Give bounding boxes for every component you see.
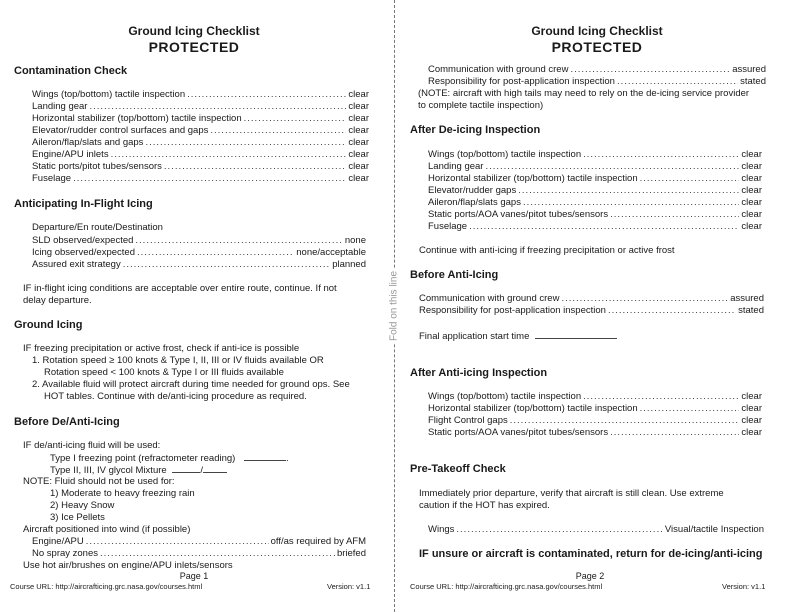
section-title-before-de-anti-icing: Before De/Anti-Icing bbox=[14, 416, 120, 428]
section-title-before-anti-icing: Before Anti-Icing bbox=[410, 269, 499, 281]
leader-dots bbox=[164, 161, 347, 173]
course-url: Course URL: http://aircrafticing.grc.nasa.gov/courses.html bbox=[10, 582, 203, 591]
course-url: Course URL: http://aircrafticing.grc.nasa.gov/courses.html bbox=[410, 582, 603, 591]
item-value: assured bbox=[730, 293, 764, 304]
positioned-into-wind: Aircraft positioned into wind (if possible) bbox=[23, 524, 191, 535]
checklist-row bbox=[419, 305, 764, 317]
fluid-note-item: 1) Moderate to heavy freezing rain bbox=[50, 488, 195, 499]
leader-dots bbox=[244, 113, 347, 125]
checklist-row bbox=[419, 293, 764, 305]
checklist-row bbox=[32, 536, 366, 548]
leader-dots bbox=[510, 415, 740, 427]
section-title-pre-takeoff: Pre-Takeoff Check bbox=[410, 463, 506, 475]
page-title: Ground Icing Checklist bbox=[128, 24, 260, 38]
item-value: none bbox=[344, 235, 366, 246]
item-label: Engine/APU inlets bbox=[32, 149, 109, 160]
leader-dots bbox=[583, 149, 739, 161]
glycol-separator: / bbox=[200, 465, 203, 476]
page-subtitle: PROTECTED bbox=[551, 39, 643, 55]
start-time-line bbox=[419, 330, 617, 343]
leader-dots bbox=[456, 524, 662, 536]
item-label: Communication with ground crew bbox=[428, 64, 569, 75]
checklist-row bbox=[428, 185, 762, 197]
section-title-contamination: Contamination Check bbox=[14, 65, 128, 77]
item-value: clear bbox=[741, 427, 762, 438]
leader-dots bbox=[570, 64, 730, 76]
high-tail-note: to complete tactile inspection) bbox=[418, 100, 544, 111]
checklist-row bbox=[32, 89, 369, 101]
item-value: clear bbox=[741, 391, 762, 402]
fluid-note-title: NOTE: Fluid should not be used for: bbox=[23, 476, 175, 487]
checklist-row bbox=[428, 209, 762, 221]
checklist-row bbox=[428, 76, 766, 88]
checklist-row bbox=[428, 161, 762, 173]
item-value: clear bbox=[348, 89, 369, 100]
leader-dots bbox=[111, 149, 347, 161]
item-value: stated bbox=[738, 305, 764, 316]
section-title-after-anti-icing: After Anti-icing Inspection bbox=[410, 367, 548, 379]
checklist-row bbox=[32, 125, 369, 137]
ground-icing-line: IF freezing precipitation or active frost, check if anti-ice is possible bbox=[23, 343, 300, 354]
item-label: Static ports/pitot tubes/sensors bbox=[32, 161, 162, 172]
leader-dots bbox=[640, 173, 740, 185]
hot-air-brushes-line: Use hot air/brushes on engine/APU inlets/sensors bbox=[23, 560, 233, 571]
leader-dots bbox=[145, 137, 346, 149]
anticipating-note-line-1: IF in-flight icing conditions are acceptable over entire route, continue. If not bbox=[23, 283, 337, 294]
checklist-row bbox=[32, 137, 369, 149]
leader-dots bbox=[610, 427, 739, 439]
item-label: Static ports/AOA vanes/pitot tubes/sensors bbox=[428, 427, 609, 438]
item-label: Icing observed/expected bbox=[32, 247, 135, 258]
item-value: stated bbox=[740, 76, 766, 87]
fluid-note-item: 2) Heavy Snow bbox=[50, 500, 115, 511]
item-label: Horizontal stabilizer (top/bottom) tactile inspection bbox=[32, 113, 242, 124]
item-value: Visual/tactile Inspection bbox=[664, 524, 764, 535]
item-label: Wings (top/bottom) tactile inspection bbox=[32, 89, 186, 100]
leader-dots bbox=[518, 185, 739, 197]
item-label: Horizontal stabilizer (top/bottom) tactile inspection bbox=[428, 403, 638, 414]
start-time-field[interactable] bbox=[535, 330, 617, 339]
checklist-page-2 bbox=[402, 0, 792, 612]
glycol-mixture-label: Type II, III, IV glycol Mixture bbox=[50, 465, 167, 476]
item-value: clear bbox=[348, 173, 369, 184]
start-time-label: Final application start time bbox=[419, 331, 530, 342]
item-label: Wings (top/bottom) tactile inspection bbox=[428, 149, 582, 160]
section-title-anticipating: Anticipating In-Flight Icing bbox=[14, 198, 153, 210]
section-title-ground-icing: Ground Icing bbox=[14, 319, 83, 331]
leader-dots bbox=[561, 293, 728, 305]
leader-dots bbox=[640, 403, 740, 415]
leader-dots bbox=[187, 89, 346, 101]
item-value: clear bbox=[348, 149, 369, 160]
checklist-row bbox=[32, 113, 369, 125]
checklist-row bbox=[428, 391, 762, 403]
item-value: clear bbox=[741, 415, 762, 426]
checklist-row bbox=[32, 247, 366, 259]
final-warning: IF unsure or aircraft is contaminated, return for de-icing/anti-icing bbox=[419, 548, 763, 560]
item-label: Engine/APU bbox=[32, 536, 84, 547]
item-label: Communication with ground crew bbox=[419, 293, 560, 304]
item-value: clear bbox=[348, 161, 369, 172]
leader-dots bbox=[608, 305, 736, 317]
page-title: Ground Icing Checklist bbox=[531, 24, 663, 38]
leader-dots bbox=[523, 197, 739, 209]
item-label: Horizontal stabilizer (top/bottom) tactile inspection bbox=[428, 173, 638, 184]
ground-icing-line: HOT tables. Continue with de/anti-icing procedure as required. bbox=[44, 391, 307, 402]
item-value: clear bbox=[741, 221, 762, 232]
fluid-note-item: 3) Ice Pellets bbox=[50, 512, 105, 523]
ground-icing-line: Rotation speed < 100 knots & Type I or III fluids available bbox=[44, 367, 284, 378]
checklist-row bbox=[428, 221, 762, 233]
item-label: Wings (top/bottom) tactile inspection bbox=[428, 391, 582, 402]
item-value: clear bbox=[741, 197, 762, 208]
section-title-after-deicing: After De-icing Inspection bbox=[410, 124, 541, 136]
high-tail-note: (NOTE: aircraft with high tails may need to rely on the de-icing service provider bbox=[418, 88, 750, 99]
version-label: Version: v1.1 bbox=[722, 582, 766, 591]
ground-icing-line: 1. Rotation speed ≥ 100 knots & Type I, II, III or IV fluids available OR bbox=[32, 355, 324, 366]
item-value: clear bbox=[741, 403, 762, 414]
leader-dots bbox=[610, 209, 739, 221]
item-label: Responsibility for post-application inspection bbox=[428, 76, 615, 87]
page-subtitle: PROTECTED bbox=[148, 39, 240, 55]
item-label: Landing gear bbox=[428, 161, 484, 172]
leader-dots bbox=[86, 536, 269, 548]
item-label: Responsibility for post-application inspection bbox=[419, 305, 606, 316]
checklist-row bbox=[32, 173, 369, 185]
checklist-row bbox=[428, 173, 762, 185]
item-label: Aileron/flap/slats gaps bbox=[428, 197, 521, 208]
leader-dots bbox=[137, 247, 294, 259]
glycol-percent-field[interactable] bbox=[172, 464, 200, 473]
checklist-row bbox=[32, 101, 369, 113]
fold-instruction: Fold on this line bbox=[389, 268, 400, 344]
item-label: Wings bbox=[428, 524, 455, 535]
item-value: clear bbox=[741, 161, 762, 172]
anticipating-intro: Departure/En route/Destination bbox=[32, 222, 163, 233]
leader-dots bbox=[123, 259, 330, 271]
item-label: Fuselage bbox=[32, 173, 72, 184]
item-label: Fuselage bbox=[428, 221, 468, 232]
checklist-row bbox=[32, 149, 369, 161]
leader-dots bbox=[469, 221, 739, 233]
leader-dots bbox=[100, 548, 335, 560]
version-label: Version: v1.1 bbox=[327, 582, 371, 591]
continue-anti-icing-line: Continue with anti-icing if freezing precipitation or active frost bbox=[419, 245, 675, 256]
checklist-row bbox=[428, 403, 762, 415]
item-label: Flight Control gaps bbox=[428, 415, 508, 426]
freezing-point-field[interactable] bbox=[244, 452, 286, 461]
checklist-page-1 bbox=[0, 0, 388, 612]
item-label: No spray zones bbox=[32, 548, 99, 559]
checklist-row bbox=[428, 64, 766, 76]
freezing-point-label: Type I freezing point (refractometer reading) bbox=[50, 453, 236, 464]
item-value: clear bbox=[348, 101, 369, 112]
item-value: assured bbox=[732, 64, 766, 75]
page-number: Page 1 bbox=[179, 571, 209, 581]
checklist-row bbox=[428, 427, 762, 439]
checklist-row bbox=[32, 259, 366, 271]
item-label: Aileron/flap/slats and gaps bbox=[32, 137, 144, 148]
leader-dots bbox=[485, 161, 739, 173]
item-value: none/acceptable bbox=[296, 247, 366, 258]
before-de-anti-line: IF de/anti-icing fluid will be used: bbox=[23, 440, 161, 451]
checklist-row bbox=[428, 524, 764, 536]
item-label: Static ports/AOA vanes/pitot tubes/sensors bbox=[428, 209, 609, 220]
pre-takeoff-line: Immediately prior departure, verify that aircraft is still clean. Use extreme bbox=[419, 488, 724, 499]
water-percent-field[interactable] bbox=[203, 464, 227, 473]
anticipating-note-line-2: delay departure. bbox=[23, 295, 92, 306]
item-value: clear bbox=[741, 185, 762, 196]
item-value: clear bbox=[348, 137, 369, 148]
checklist-row bbox=[428, 197, 762, 209]
checklist-row bbox=[428, 149, 762, 161]
item-value: clear bbox=[741, 149, 762, 160]
ground-icing-line: 2. Available fluid will protect aircraft during time needed for ground ops. See bbox=[32, 379, 350, 390]
item-value: clear bbox=[741, 209, 762, 220]
item-label: SLD observed/expected bbox=[32, 235, 134, 246]
leader-dots bbox=[89, 101, 346, 113]
leader-dots bbox=[210, 125, 346, 137]
page-number: Page 2 bbox=[575, 571, 605, 581]
item-label: Landing gear bbox=[32, 101, 88, 112]
leader-dots bbox=[135, 235, 342, 247]
item-label: Elevator/rudder control surfaces and gaps bbox=[32, 125, 209, 136]
leader-dots bbox=[73, 173, 346, 185]
item-label: Assured exit strategy bbox=[32, 259, 121, 270]
leader-dots bbox=[583, 391, 739, 403]
checklist-row bbox=[32, 235, 366, 247]
item-value: clear bbox=[741, 173, 762, 184]
item-label: Elevator/rudder gaps bbox=[428, 185, 517, 196]
checklist-row bbox=[428, 415, 762, 427]
freezing-point-line: Type I freezing point (refractometer reading) . bbox=[50, 453, 289, 464]
item-value: off/as required by AFM bbox=[270, 536, 366, 547]
checklist-row bbox=[32, 161, 369, 173]
leader-dots bbox=[617, 76, 738, 88]
pre-takeoff-line: caution if the HOT has expired. bbox=[419, 500, 550, 511]
checklist-row bbox=[32, 548, 366, 560]
item-value: clear bbox=[348, 113, 369, 124]
item-value: planned bbox=[332, 259, 366, 270]
item-value: briefed bbox=[336, 548, 366, 559]
item-value: clear bbox=[348, 125, 369, 136]
